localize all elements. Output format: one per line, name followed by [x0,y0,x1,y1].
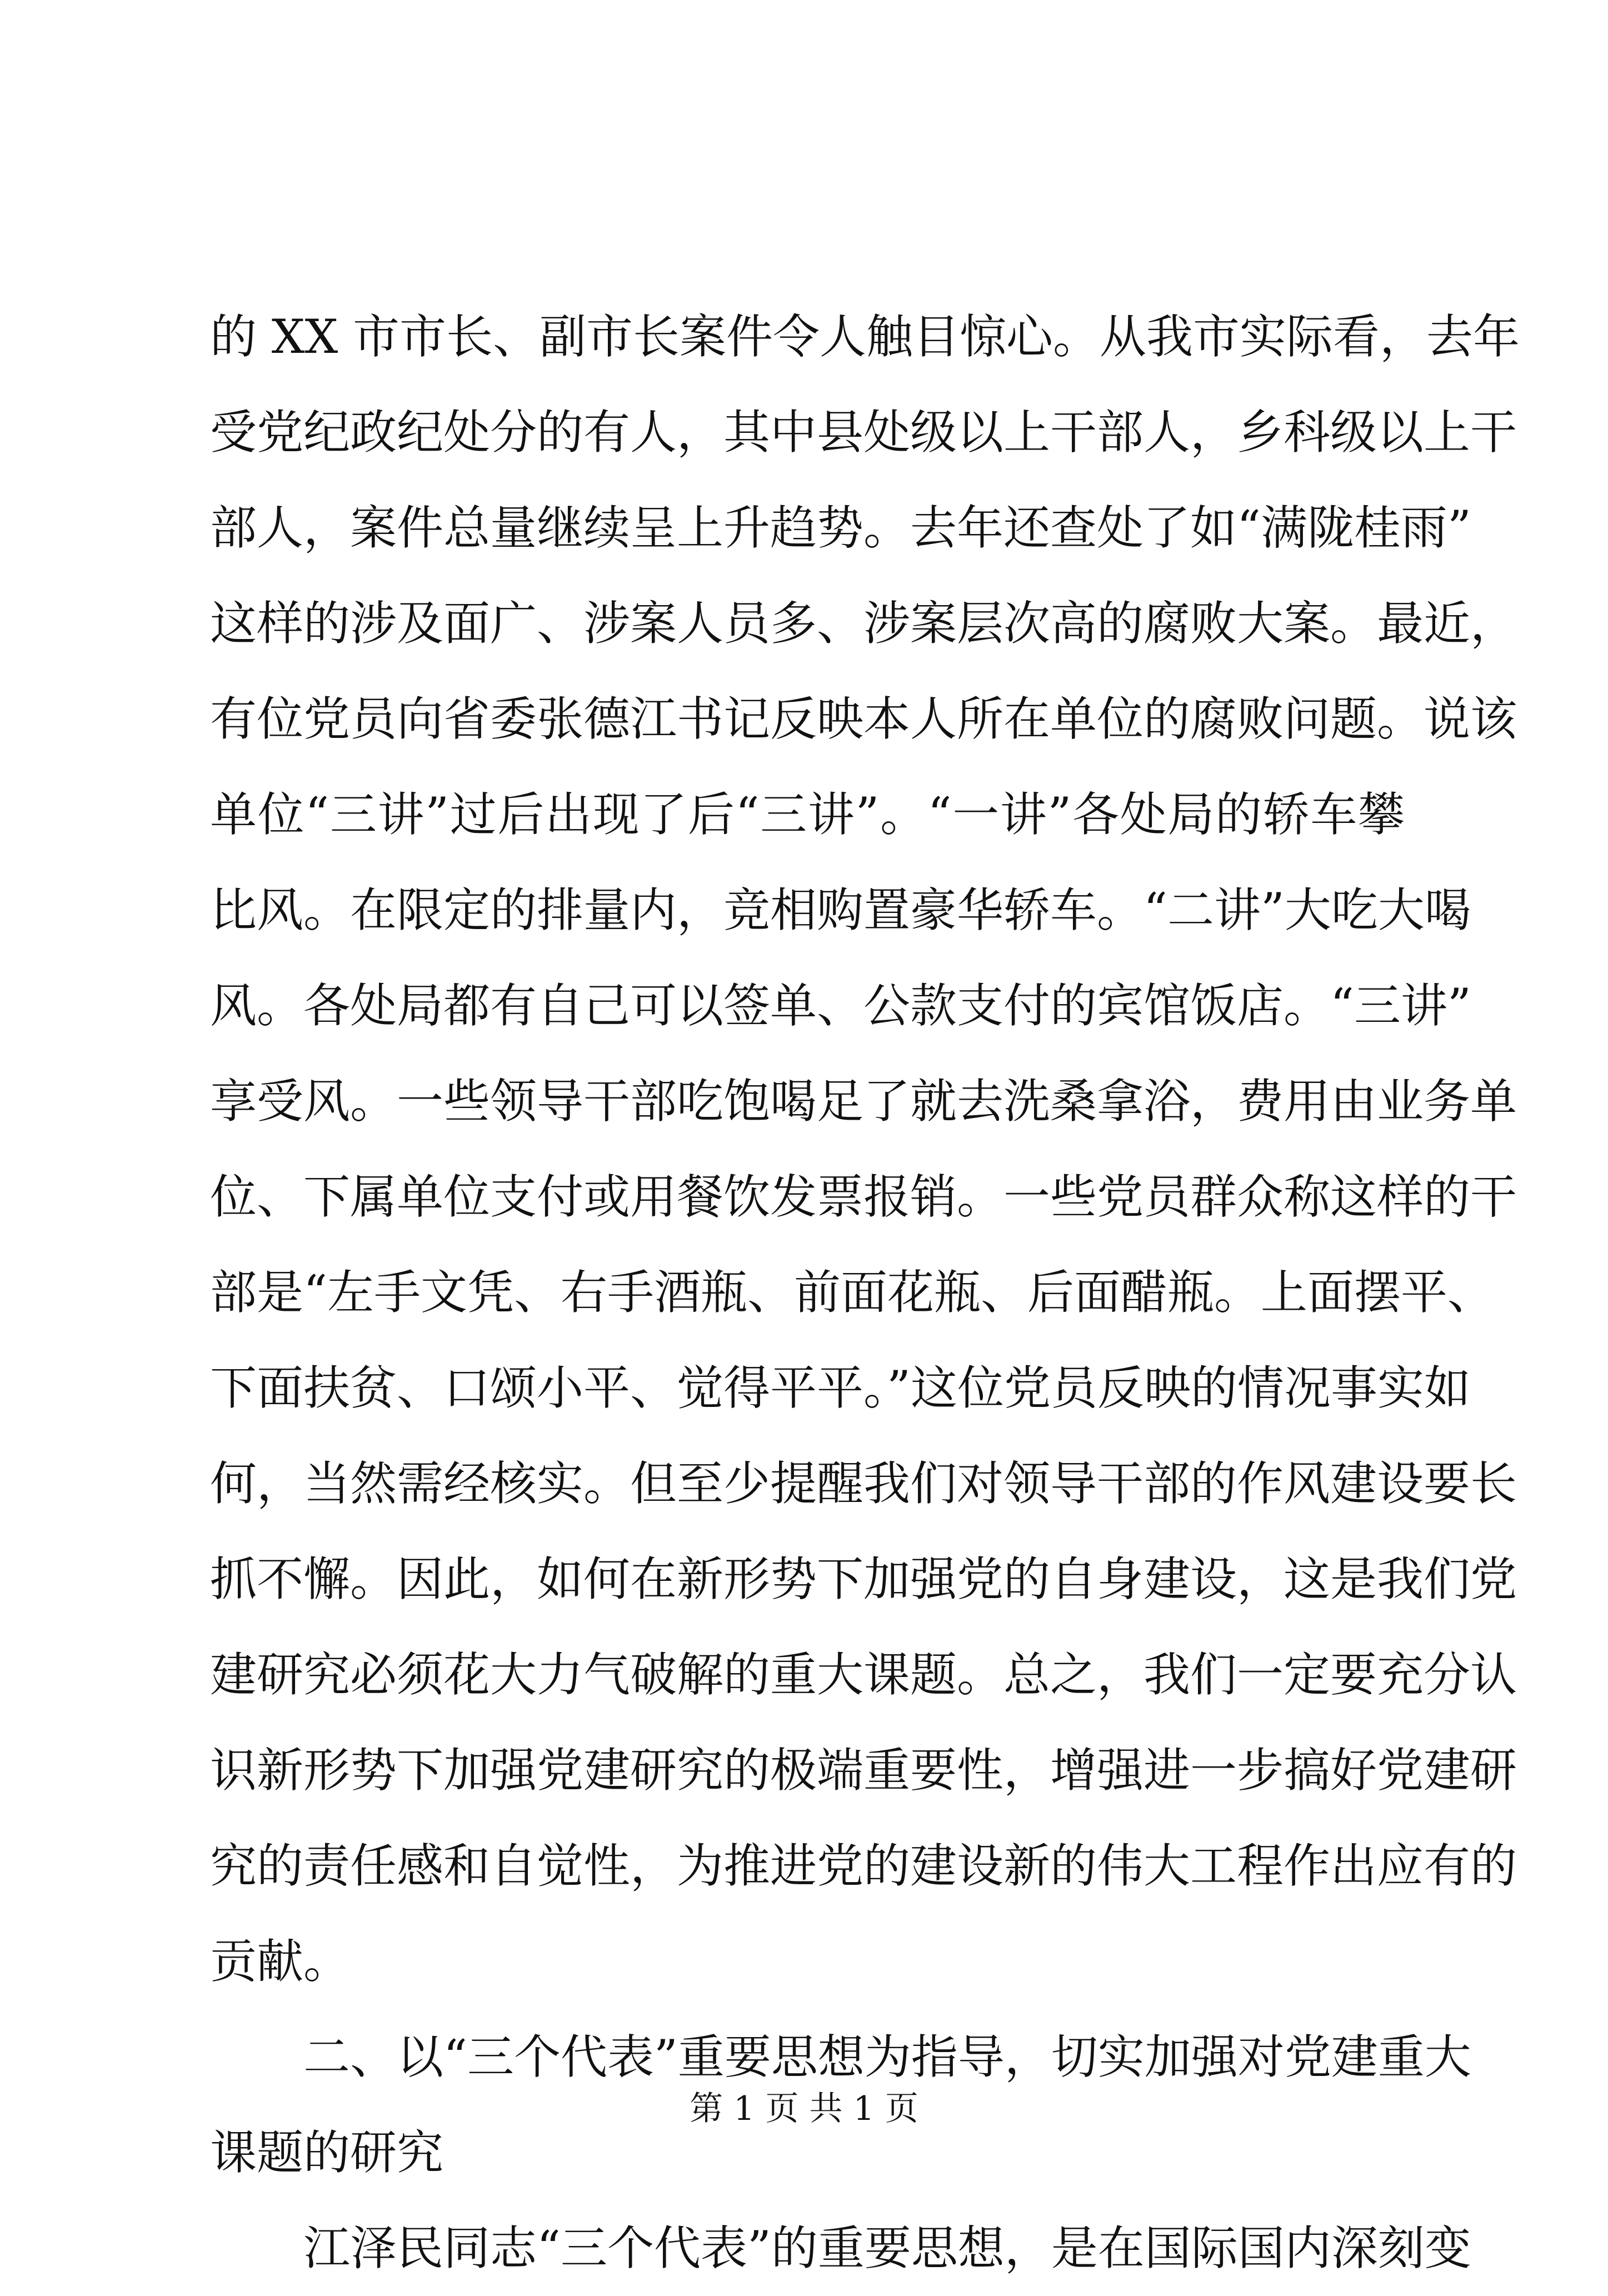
text-line: 下面扶贫、口颂小平、觉得平平。”这位党员反映的情况事实如 [210,1361,1471,1415]
text-line: 建研究必须花大力气破解的重大课题。总之，我们一定要充分认 [210,1648,1517,1702]
text-line: 受党纪政纪处分的有人，其中县处级以上干部人，乡科级以上干 [210,405,1517,460]
page-footer [0,2087,1608,2131]
text-line: 江泽民同志“三个代表”的重要思想，是在国际国内深刻变 [303,2221,1471,2275]
text-line: 贡献。 [210,1934,351,1989]
text-line: 位、下属单位支付或用餐饮发票报销。一些党员群众称这样的干 [210,1170,1517,1224]
text-line: 部是“左手文凭、右手酒瓶、前面花瓶、后面醋瓶。上面摆平、 [210,1265,1494,1320]
text-line: 的 XX 市市长、副市长案件令人触目惊心。从我市实际看，去年 [210,310,1520,364]
text-line: 这样的涉及面广、涉案人员多、涉案层次高的腐败大案。最近， [210,596,1517,651]
section-heading-line: 二、以“三个代表”重要思想为指导，切实加强对党建重大 [303,2030,1471,2084]
text-line: 单位“三讲”过后出现了后“三讲”。“一讲”各处局的轿车攀 [210,787,1405,842]
section-heading-line: 课题的研究 [210,2125,444,2180]
text-line: 风。各处局都有自己可以签单、公款支付的宾馆饭店。“三讲” [210,979,1471,1033]
text-line: 何，当然需经核实。但至少提醒我们对领导干部的作风建设要长 [210,1456,1517,1511]
text-line: 比风。在限定的排量内，竞相购置豪华轿车。“二讲”大吃大喝 [210,883,1471,937]
page-number: 第 1 页 共 1 页 [690,2089,918,2128]
text-line: 享受风。一些领导干部吃饱喝足了就去洗桑拿浴，费用由业务单 [210,1074,1517,1129]
body-text [210,289,1520,2296]
text-line: 究的责任感和自觉性，为推进党的建设新的伟大工程作出应有的 [210,1839,1517,1893]
text-line: 部人，案件总量继续呈上升趋势。去年还查处了如“满陇桂雨” [210,501,1471,555]
text-line: 识新形势下加强党建研究的极端重要性，增强进一步搞好党建研 [210,1743,1517,1798]
text-line: 抓不懈。因此，如何在新形势下加强党的自身建设，这是我们党 [210,1552,1517,1606]
text-line: 有位党员向省委张德江书记反映本人所在单位的腐败问题。说该 [210,692,1517,746]
